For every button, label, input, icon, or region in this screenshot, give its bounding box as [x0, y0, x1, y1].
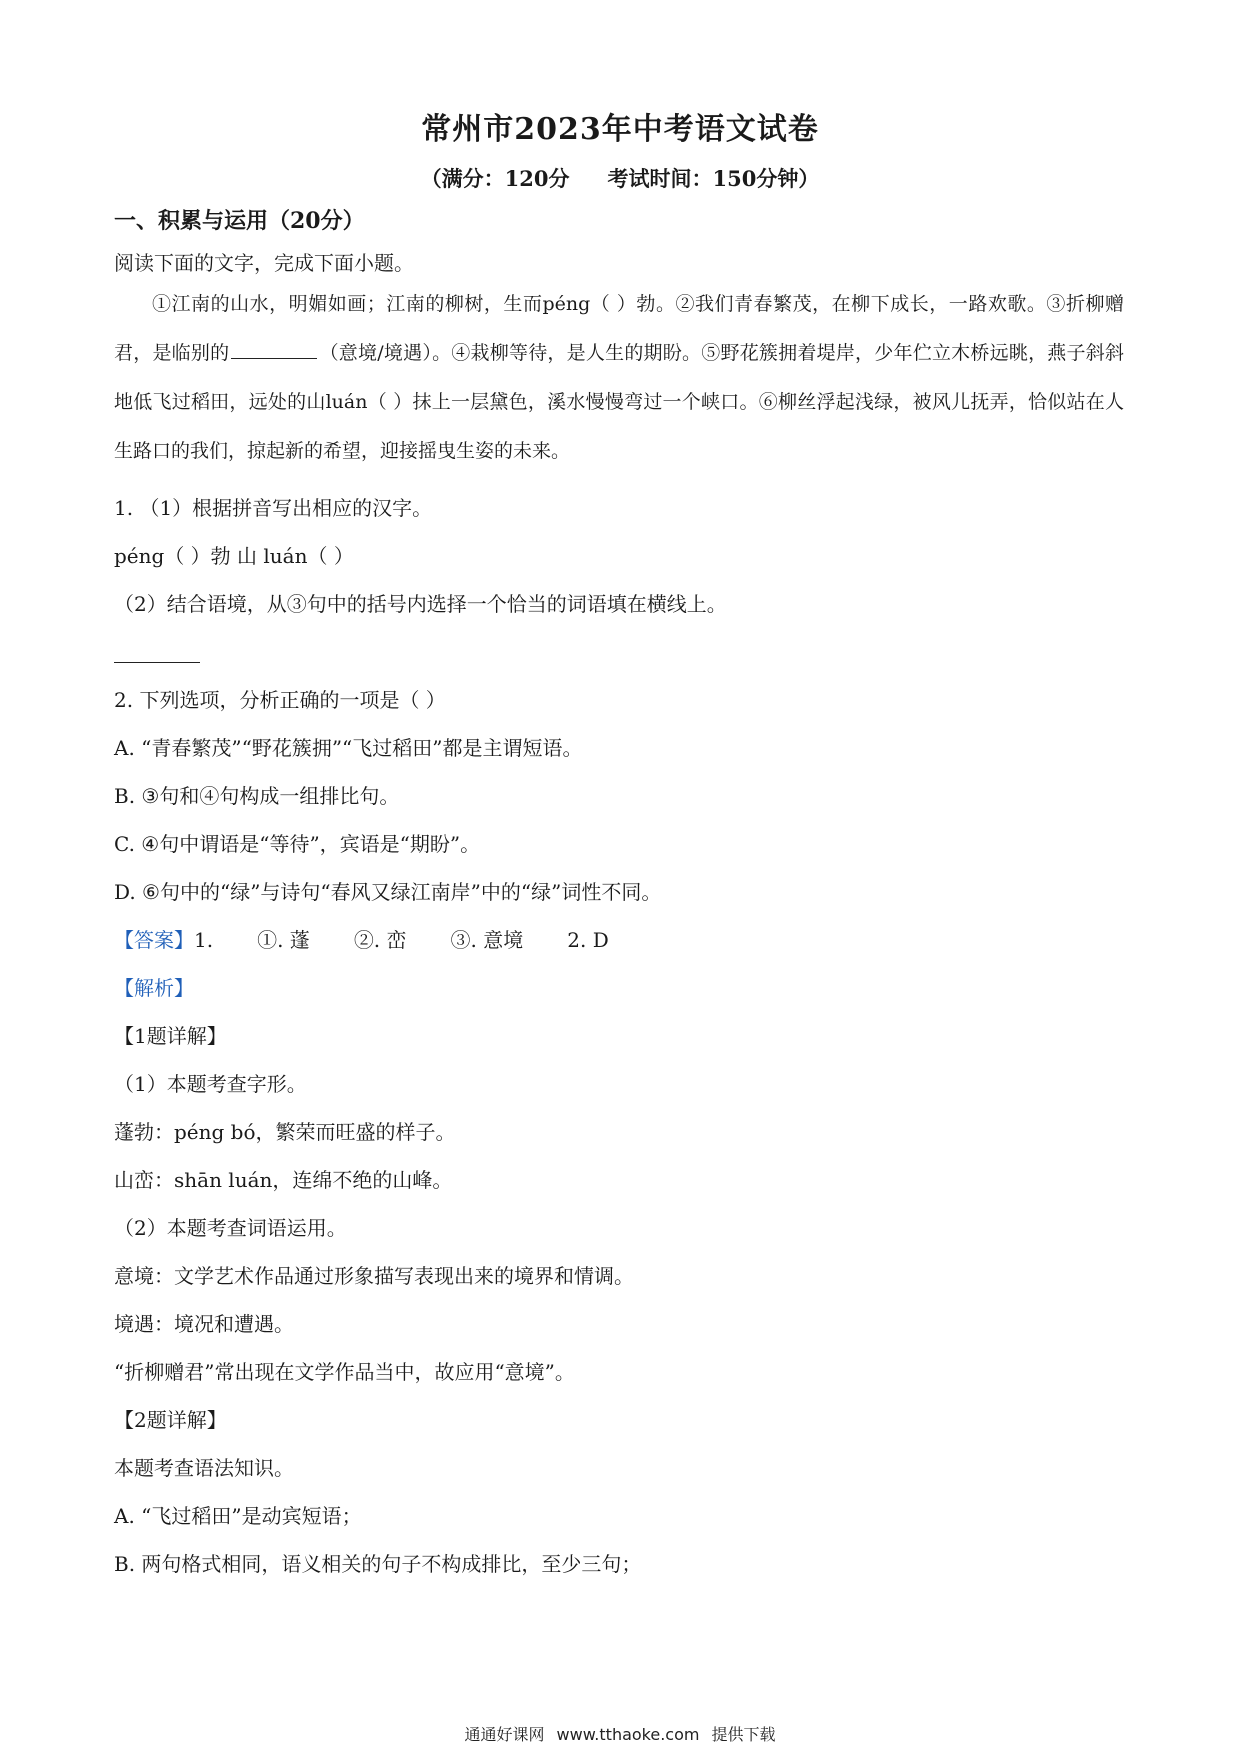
footer-url[interactable]: www.tthaoke.com	[556, 1725, 700, 1744]
question-1-2: （2）结合语境，从③句中的括号内选择一个恰当的词语填在横线上。	[114, 592, 727, 616]
exam-score: （满分：120分	[420, 166, 570, 191]
detail-2-line: B. 两句格式相同，语义相关的句子不构成排比，至少三句；	[114, 1552, 642, 1576]
detail-1-label: 【1题详解】	[114, 1024, 227, 1048]
answer-label: 【答案】	[114, 928, 194, 952]
reading-passage	[114, 280, 1124, 476]
detail-2-label: 【2题详解】	[114, 1408, 227, 1432]
exam-info	[0, 163, 1240, 193]
detail-1-line: “折柳赠君”常出现在文学作品当中，故应用“意境”。	[114, 1360, 575, 1384]
footer-suffix: 提供下载	[711, 1725, 776, 1744]
question-1-pinyin: péng（ ）勃 山 luán（ ）	[114, 544, 354, 568]
detail-1-line: （2）本题考查词语运用。	[114, 1216, 347, 1240]
question-1-1: 1. （1）根据拼音写出相应的汉字。	[114, 496, 433, 520]
answer-part: 1.	[194, 928, 214, 952]
reading-intro: 阅读下面的文字，完成下面小题。	[114, 251, 414, 275]
fill-blank	[231, 338, 317, 359]
detail-2-line: 本题考查语法知识。	[114, 1456, 294, 1480]
passage-part-2: （意境/境遇）。④栽柳等待，是人生的期盼。⑤野花簇拥着堤岸，少年伫立木桥远眺，燕子斜斜地低飞过稻田，远处的山luán（ ）抹上一层黛色，溪水慢慢弯过一个峡口。⑥柳丝浮起浅绿，被风儿抚弄，恰似站在人生路口的我们，掠起新的希望，迎接摇曳生姿的未来。	[114, 342, 1124, 462]
answer-part: ①. 蓬	[257, 928, 310, 952]
answer-part: ③. 意境	[450, 928, 524, 952]
answer-row	[114, 924, 609, 953]
detail-1-line: 山峦：shān luán，连绵不绝的山峰。	[114, 1168, 453, 1192]
passage-part-1: ①江南的山水，明媚如画；江南的柳树，生而péng（ ）勃。②我们青春繁茂，在柳下成长，一路欢歌。③折柳赠君，是临别的	[114, 293, 1124, 364]
footer-site-name: 通通好课网	[464, 1725, 545, 1744]
analysis-label: 【解析】	[114, 976, 194, 1000]
detail-1-line: 意境：文学艺术作品通过形象描写表现出来的境界和情调。	[114, 1264, 634, 1288]
option-b: B. ③句和④句构成一组排比句。	[114, 784, 400, 808]
page-title: 常州市2023年中考语文试卷	[421, 112, 819, 147]
option-a: A. “青春繁茂”“野花簇拥”“飞过稻田”都是主谓短语。	[114, 736, 583, 760]
section-heading: 一、积累与运用（20分）	[114, 208, 365, 234]
answer-blank-line	[114, 662, 200, 663]
question-2: 2. 下列选项，分析正确的一项是（ ）	[114, 688, 446, 712]
detail-1-line: 境遇：境况和遭遇。	[114, 1312, 294, 1336]
answer-part: ②. 峦	[353, 928, 407, 952]
detail-1-line: （1）本题考查字形。	[114, 1072, 307, 1096]
exam-time: 考试时间：150分钟）	[607, 166, 820, 191]
answer-part: 2. D	[567, 928, 609, 952]
option-d: D. ⑥句中的“绿”与诗句“春风又绿江南岸”中的“绿”词性不同。	[114, 880, 662, 904]
option-c: C. ④句中谓语是“等待”，宾语是“期盼”。	[114, 832, 481, 856]
page-footer	[0, 1722, 1240, 1745]
detail-1-line: 蓬勃：péng bó，繁荣而旺盛的样子。	[114, 1120, 456, 1144]
detail-2-line: A. “飞过稻田”是动宾短语；	[114, 1504, 362, 1528]
